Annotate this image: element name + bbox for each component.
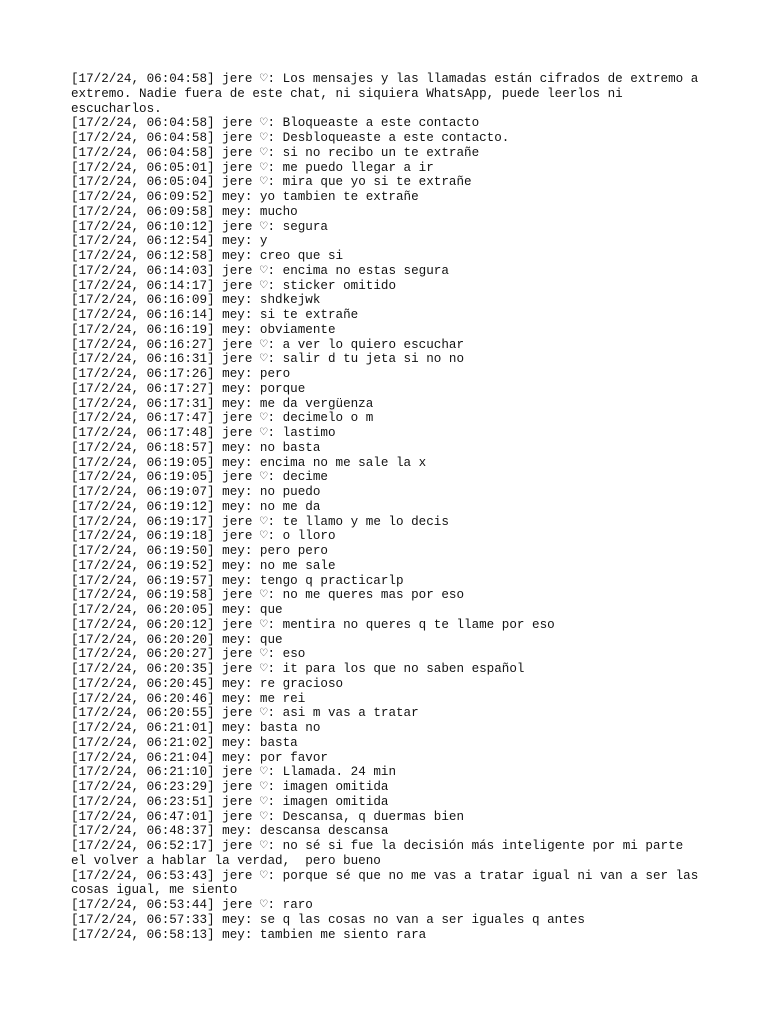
chat-line: [17/2/24, 06:05:04] jere ♡: mira que yo si te extrañe (71, 175, 472, 190)
chat-line: [17/2/24, 06:19:18] jere ♡: o lloro (71, 529, 336, 544)
chat-line: [17/2/24, 06:48:37] mey: descansa descansa (71, 824, 389, 839)
chat-line: [17/2/24, 06:47:01] jere ♡: Descansa, q duermas bien (71, 809, 465, 824)
chat-line: [17/2/24, 06:20:27] jere ♡: eso (71, 647, 306, 662)
chat-line: [17/2/24, 06:23:51] jere ♡: imagen omitida (71, 794, 389, 809)
chat-line: [17/2/24, 06:14:03] jere ♡: encima no estas segura (71, 263, 449, 278)
chat-line: [17/2/24, 06:16:27] jere ♡: a ver lo quiero escuchar (71, 337, 465, 352)
chat-line: [17/2/24, 06:17:48] jere ♡: lastimo (71, 426, 336, 440)
chat-line: [17/2/24, 06:23:29] jere ♡: imagen omitida (71, 780, 389, 794)
chat-line: [17/2/24, 06:09:52] mey: yo tambien te extrañe (71, 190, 419, 204)
chat-line: [17/2/24, 06:16:31] jere ♡: salir d tu jeta si no no (71, 352, 465, 367)
chat-line: [17/2/24, 06:04:58] jere ♡: Desbloqueaste a este contacto. (71, 131, 510, 145)
chat-line: [17/2/24, 06:19:58] jere ♡: no me queres mas por eso (71, 588, 465, 603)
chat-line: [17/2/24, 06:21:02] mey: basta (71, 735, 298, 750)
chat-line: [17/2/24, 06:19:12] mey: no me da (71, 499, 321, 514)
chat-line: [17/2/24, 06:18:57] mey: no basta (71, 440, 321, 455)
chat-line: [17/2/24, 06:58:13] mey: tambien me siento rara (71, 927, 427, 942)
chat-line: [17/2/24, 06:20:05] mey: que (71, 603, 283, 617)
chat-line: [17/2/24, 06:14:17] jere ♡: sticker omitido (71, 278, 396, 293)
chat-line: [17/2/24, 06:17:47] jere ♡: decimelo o m (71, 411, 374, 426)
chat-line: [17/2/24, 06:20:20] mey: que (71, 632, 283, 647)
chat-line: [17/2/24, 06:17:31] mey: me da vergüenza (71, 396, 374, 411)
chat-line: [17/2/24, 06:17:27] mey: porque (71, 381, 306, 396)
chat-line: [17/2/24, 06:19:17] jere ♡: te llamo y me lo decis (71, 514, 449, 529)
chat-line: [17/2/24, 06:20:12] jere ♡: mentira no queres q te llame por eso (71, 617, 555, 632)
chat-line: [17/2/24, 06:19:57] mey: tengo q practicarlp (71, 573, 404, 588)
chat-line: [17/2/24, 06:20:55] jere ♡: asi m vas a tratar (71, 706, 419, 721)
chat-line: [17/2/24, 06:19:50] mey: pero pero (71, 544, 328, 558)
chat-line: [17/2/24, 06:19:05] mey: encima no me sale la x (71, 455, 427, 470)
chat-line: [17/2/24, 06:12:54] mey: y (71, 234, 268, 249)
chat-line: [17/2/24, 06:21:04] mey: por favor (71, 750, 328, 765)
chat-line: [17/2/24, 06:57:33] mey: se q las cosas no van a ser iguales q antes (71, 912, 585, 927)
chat-line: [17/2/24, 06:16:14] mey: si te extrañe (71, 308, 359, 322)
chat-line: [17/2/24, 06:04:58] jere ♡: Bloqueaste a este contacto (71, 116, 480, 131)
chat-transcript (71, 72, 711, 942)
chat-line: [17/2/24, 06:52:17] jere ♡: no sé si fue la decisión más inteligente por mi parte el volver a hablar la verdad, pero bueno (71, 839, 684, 868)
chat-line: [17/2/24, 06:20:35] jere ♡: it para los que no saben español (71, 662, 525, 676)
chat-line: [17/2/24, 06:21:01] mey: basta no (71, 721, 321, 735)
chat-line: [17/2/24, 06:19:07] mey: no puedo (71, 485, 321, 499)
chat-line: [17/2/24, 06:16:09] mey: shdkejwk (71, 293, 321, 308)
chat-line: [17/2/24, 06:17:26] mey: pero (71, 367, 291, 381)
chat-line: [17/2/24, 06:05:01] jere ♡: me puedo llegar a ir (71, 160, 434, 175)
chat-line: [17/2/24, 06:53:43] jere ♡: porque sé que no me vas a tratar igual ni van a ser las cosas igual, me siento (71, 868, 699, 898)
chat-line: [17/2/24, 06:12:58] mey: creo que si (71, 249, 344, 263)
chat-line: [17/2/24, 06:16:19] mey: obviamente (71, 322, 336, 337)
chat-line: [17/2/24, 06:20:45] mey: re gracioso (71, 676, 344, 691)
chat-line: [17/2/24, 06:20:46] mey: me rei (71, 691, 306, 706)
chat-line: [17/2/24, 06:09:58] mey: mucho (71, 204, 298, 219)
chat-line: [17/2/24, 06:21:10] jere ♡: Llamada. 24 min (71, 765, 396, 780)
chat-line: [17/2/24, 06:04:58] jere ♡: si no recibo un te extrañe (71, 145, 480, 160)
chat-line: [17/2/24, 06:04:58] jere ♡: Los mensajes y las llamadas están cifrados de extremo a extremo. Nadie fuera de este chat, ni siquiera WhatsApp, puede leerlos ni escucharlos. (71, 72, 699, 116)
chat-line: [17/2/24, 06:53:44] jere ♡: raro (71, 898, 313, 912)
chat-line: [17/2/24, 06:19:05] jere ♡: decime (71, 470, 328, 485)
chat-line: [17/2/24, 06:19:52] mey: no me sale (71, 558, 336, 573)
chat-line: [17/2/24, 06:10:12] jere ♡: segura (71, 219, 328, 234)
